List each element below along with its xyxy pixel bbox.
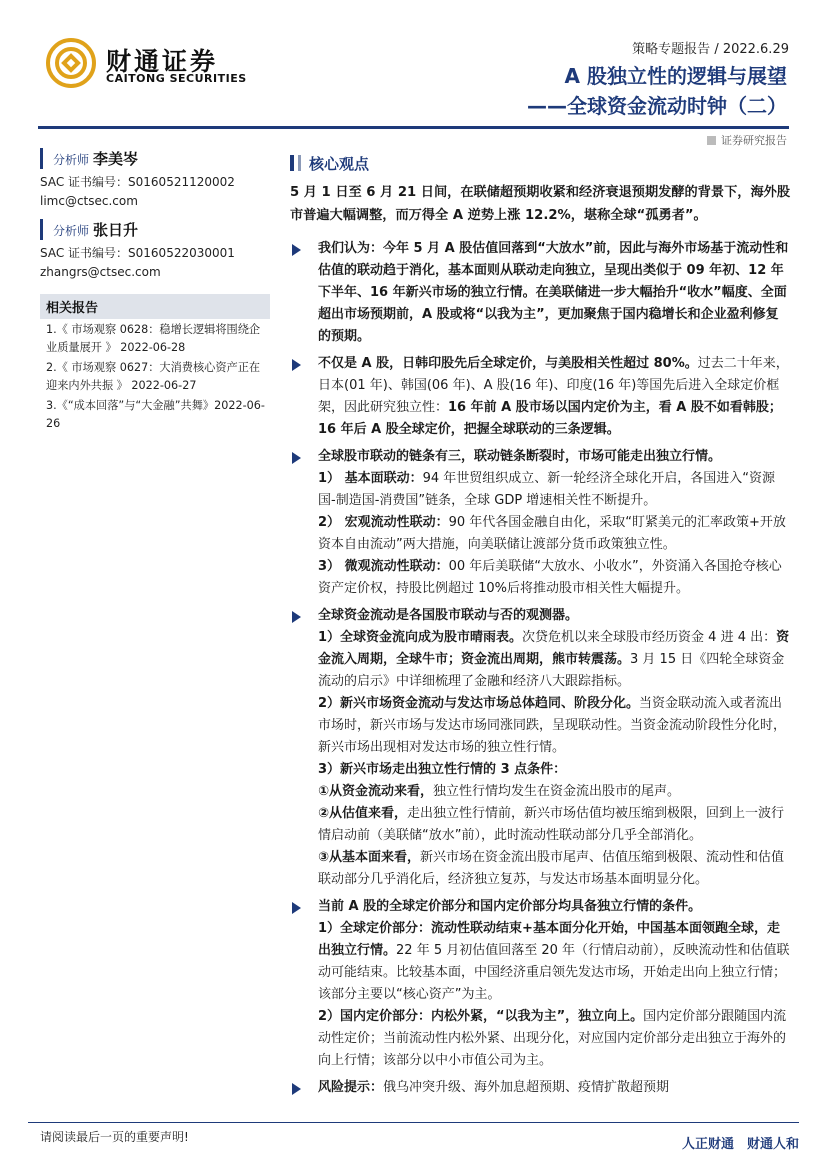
analyst-header [53, 219, 270, 240]
sidebar [40, 148, 270, 433]
sub-point [290, 556, 790, 600]
header-divider [38, 126, 789, 129]
sub-label: 3） 微观流动性联动： [318, 559, 449, 574]
report-type [632, 38, 789, 57]
sub-point [290, 918, 790, 1006]
sub-text: 走出独立性行情前，新兴市场估值均被压缩到极限，回到上一波行情启动前（美联储“放水”前），此时流动性联动部分几乎全部消化。 [318, 806, 785, 843]
sub-label: 1）全球定价部分：流动性联动结束+基本面分化开始，中国基本面领跑全球，走出独立行情。 [318, 921, 780, 958]
sub-label: 1） 基本面联动： [318, 471, 423, 486]
analyst-cert: SAC 证书编号：S0160522030001 [40, 246, 235, 260]
bullet-point [290, 446, 790, 468]
sub-text: 00 年后美联储“大放水、小收水”，外资涌入各国抢夺核心资产定价权，持股比例超过 10%后将推动股市相关性大幅提升。 [318, 559, 782, 596]
sub-label: ②从估值来看， [318, 806, 408, 821]
sub-text: 22 年 5 月初估值回落至 20 年（行情启动前），反映流动性和估值联动可能结束。比较基本面，中国经济重启领先发达市场，开始走出向上独立行情；该部分主要以“核心资产”为主。 [318, 943, 790, 1002]
square-icon [707, 136, 716, 145]
triangle-bullet-icon [292, 1083, 301, 1095]
related-report-link[interactable]: 1.《 市场观察 0628：稳增长逻辑将围绕企业质量展开 》 2022-06-28 [46, 323, 261, 354]
report-date: / 2022.6.29 [714, 42, 789, 57]
risk-text: 俄乌冲突升级、海外加息超预期、疫情扩散超预期 [383, 1080, 670, 1095]
sub-text: 94 年世贸组织成立、新一轮经济全球化开启，各国进入“资源国-制造国-消费国”链条，全球 GDP 增速相关性不断提升。 [318, 471, 775, 508]
sub-text: 独立性行情均发生在资金流出股市的尾声。 [433, 784, 681, 799]
research-tag [707, 132, 787, 148]
bullet-bold-text: 16 年前 A 股市场以国内定价为主，看 A 股不如看韩股；16 年后 A 股全球定价，把握全球联动的三条逻辑。 [318, 400, 782, 437]
sub-text: 3 月 15 日《四轮全球资金流动的启示》中详细梳理了金融和经济八大跟踪指标。 [318, 652, 785, 689]
bullet-text: 过去二十年来，日本(01 年)、韩国(06 年)、A 股(16 年)、印度(16 年)等国先后进入全球定价框架，因此研究独立性： [318, 356, 789, 415]
sub-point [290, 512, 790, 556]
related-report-link[interactable]: 2.《 市场观察 0627：大消费核心资产正在迎来内外共振 》 2022-06-27 [46, 361, 261, 392]
analyst-label: 分析师 [53, 224, 90, 238]
sub-label: 2）国内定价部分：内松外紧，“以我为主”，独立向上。 [318, 1009, 644, 1024]
sub-label: 3）新兴市场走出独立性行情的 3 点条件： [318, 762, 567, 777]
sub-point [290, 1006, 790, 1072]
company-logo-icon [46, 38, 96, 88]
sub-point [290, 803, 790, 847]
risk-label: 风险提示： [318, 1080, 384, 1095]
triangle-bullet-icon [292, 244, 301, 256]
analyst-email[interactable]: limc@ctsec.com [40, 194, 138, 208]
main-content [290, 238, 790, 1104]
bullet-bold-text: 全球资金流动是各国股市联动与否的观测器。 [318, 608, 579, 623]
footer-disclaimer[interactable]: 请阅读最后一页的重要声明! [40, 1130, 189, 1144]
analyst-label: 分析师 [53, 153, 90, 167]
logo-text: 财通证券 [106, 47, 219, 76]
bullet-bold-text: 不仅是 A 股，日韩印股先后全球定价，与美股相关性超过 80%。 [318, 356, 698, 371]
analyst-cert: SAC 证书编号：S0160521120002 [40, 175, 235, 189]
sub-point [290, 693, 790, 759]
analyst-card [40, 148, 270, 169]
sub-point [290, 847, 790, 891]
report-type-label: 策略专题报告 [632, 42, 711, 57]
triangle-bullet-icon [292, 452, 301, 464]
bullet-point [290, 1077, 790, 1099]
report-subtitle: ——全球资金流动时钟（二） [527, 94, 787, 118]
sub-label: 2） 宏观流动性联动： [318, 515, 449, 530]
analyst-card [40, 219, 270, 240]
bullet-point [290, 238, 790, 348]
sub-point [290, 781, 790, 803]
triangle-bullet-icon [292, 902, 301, 914]
bullet-point [290, 353, 790, 441]
bullet-bold-text: 全球股市联动的链条有三，联动链条断裂时，市场可能走出独立行情。 [318, 449, 722, 464]
sub-point [290, 759, 790, 781]
related-reports-title: 相关报告 [40, 294, 270, 319]
sub-label: ①从资金流动来看， [318, 784, 434, 799]
section-bar-icon [290, 155, 294, 171]
bullet-text: 我们认为：今年 5 月 A 股估值回落到“大放水”前，因此与海外市场基于流动性和估值的联动趋于消化，基本面则从联动走向独立，呈现出类似于 09 年初、12 年下半年、16 年新兴市场的独立行情。在美联储进一步大幅抬升“收水”幅度、全面超出市场预期前，A 股或将“以我为主”，更加聚焦于国内稳增长和企业盈利修复的预期。 [318, 241, 789, 344]
related-report-link[interactable]: 3.《“成本回落”与“大金融”共舞》2022-06-26 [46, 399, 265, 430]
sub-point [290, 468, 790, 512]
intro-paragraph: 5 月 1 日至 6 月 21 日间，在联储超预期收紧和经济衰退预期发酵的背景下，海外股市普遍大幅调整，而万得全 A 逆势上涨 12.2%，堪称全球“孤勇者”。 [290, 185, 791, 223]
research-tag-text: 证券研究报告 [721, 134, 787, 147]
section-title-text: 核心观点 [309, 155, 370, 173]
sub-point [290, 627, 790, 693]
triangle-bullet-icon [292, 611, 301, 623]
section-bar-icon [298, 155, 301, 171]
bullet-bold-text: 当前 A 股的全球定价部分和国内定价部分均具备独立行情的条件。 [318, 899, 702, 914]
analyst-email[interactable]: zhangrs@ctsec.com [40, 265, 161, 279]
sub-text: 90 年代各国金融自由化，采取“盯紧美元的汇率政策+开放资本自由流动”两大措施，向美联储让渡部分货币政策独立性。 [318, 515, 786, 552]
sub-label: 资金流入周期，全球牛市；资金流出周期，熊市转震荡。 [318, 630, 790, 667]
sub-label: 1）全球资金流向成为股市晴雨表。 [318, 630, 523, 645]
bullet-point [290, 896, 790, 918]
analyst-name: 张日升 [93, 221, 139, 239]
sub-text: 当资金联动流入或者流出市场时，新兴市场与发达市场同涨同跌，呈现联动性。当资金流动阶段性分化时，新兴市场出现相对发达市场的独立性行情。 [318, 696, 787, 755]
footer-slogan: 人正财通 财通人和 [681, 1137, 799, 1152]
sub-text: 国内定价部分跟随国内流动性定价；当前流动性内松外紧、出现分化，对应国内定价部分走出独立于海外的向上行情；该部分以中小市值公司为主。 [318, 1009, 787, 1068]
report-title: A 股独立性的逻辑与展望 [564, 64, 787, 88]
analyst-header [53, 148, 270, 169]
bullet-point [290, 605, 790, 627]
footer-divider [28, 1122, 799, 1123]
sub-label: 2）新兴市场资金流动与发达市场总体趋同、阶段分化。 [318, 696, 640, 711]
logo-text-en: CAITONG SECURITIES [106, 72, 247, 85]
analyst-name: 李美岑 [93, 150, 139, 168]
triangle-bullet-icon [292, 359, 301, 371]
section-title [290, 153, 369, 174]
sub-label: ③从基本面来看， [318, 850, 421, 865]
sub-text: 次贷危机以来全球股市经历资金 4 进 4 出： [522, 630, 777, 645]
sub-text: 新兴市场在资金流出股市尾声、估值压缩到极限、流动性和估值联动部分几乎消化后，经济独立复苏，与发达市场基本面明显分化。 [318, 850, 785, 887]
